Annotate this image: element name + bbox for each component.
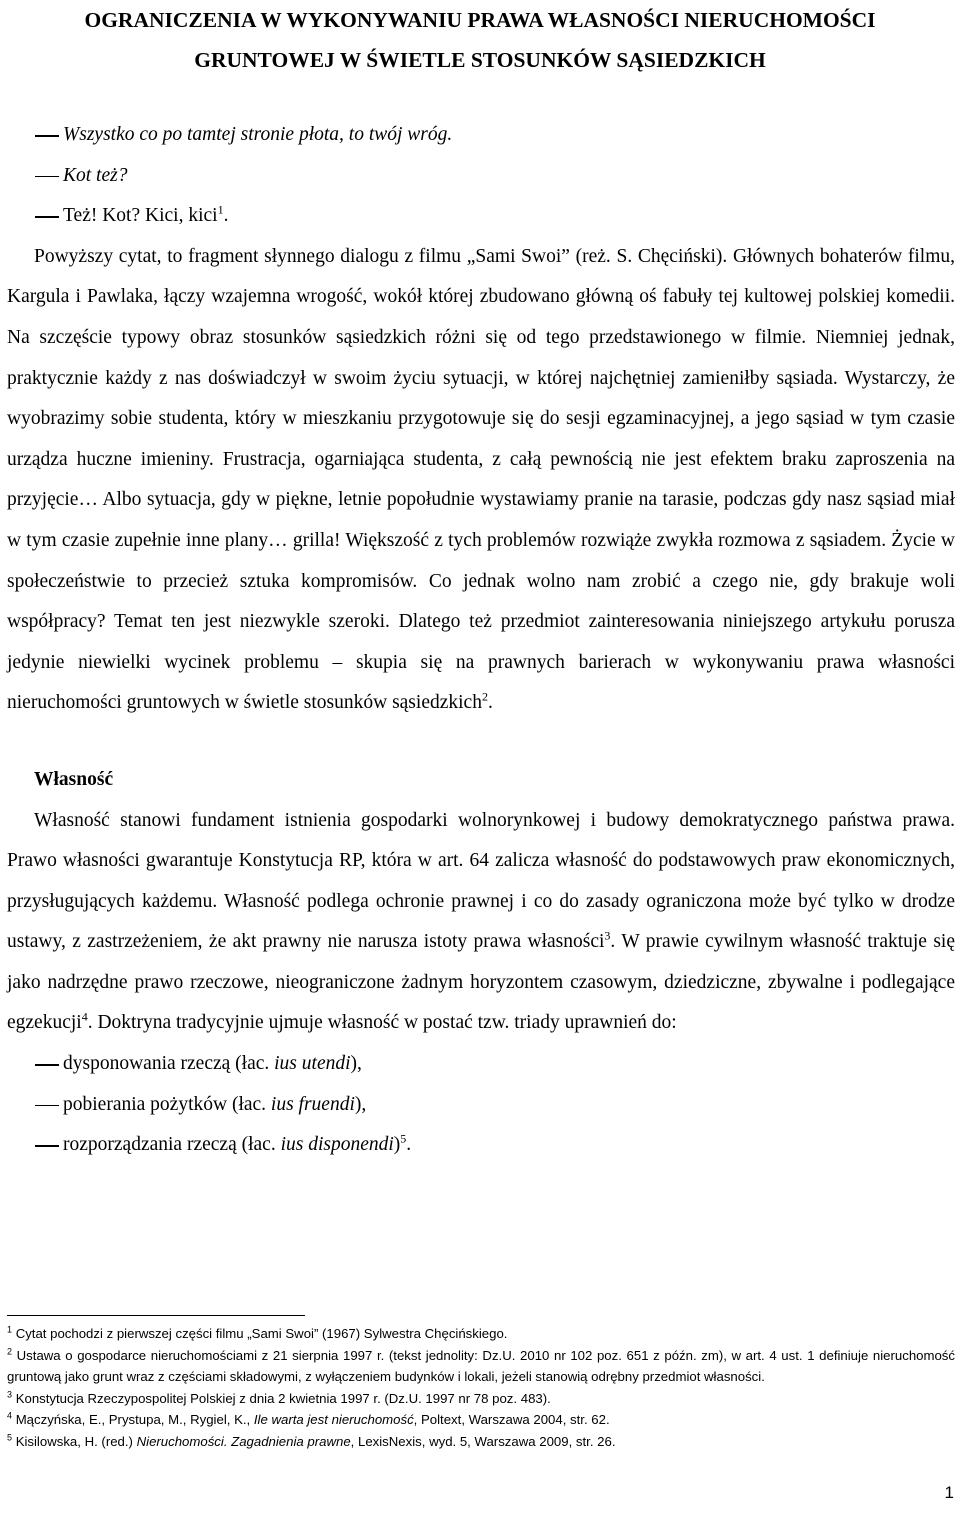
spacer bbox=[7, 724, 955, 760]
page-number: 1 bbox=[944, 1483, 954, 1502]
footnote-ref[interactable]: 3 bbox=[604, 928, 611, 943]
section-heading: Własność bbox=[34, 768, 114, 790]
footnote: $^4$ Mączyńska, E., Prystupa, M., Rygiel, K., Ile warta jest nieruchomość, Poltext, Warszawa 2004, str. 62. bbox=[7, 1410, 610, 1427]
dialogue-line: Kot też? bbox=[7, 156, 955, 197]
triad-item: rozporządzania rzeczą (łac. ius disponendi)$^5$. bbox=[7, 1125, 955, 1166]
title-line-2: GRUNTOWEJ W ŚWIETLE STOSUNKÓW SĄSIEDZKICH bbox=[194, 48, 766, 72]
footnote: $^5$ Kisilowska, H. (red.) Nieruchomości. Zagadnienia prawne, LexisNexis, wyd. 5, Warszawa 2009, str. 26. bbox=[7, 1432, 616, 1449]
footnote-ref[interactable]: 5 bbox=[400, 1131, 407, 1146]
footnote: $^3$ Konstytucja Rzeczypospolitej Polskiej z dnia 2 kwietnia 1997 r. (Dz.U. 1997 nr 78 poz. 483). bbox=[7, 1389, 551, 1406]
section-paragraph: Własność stanowi fundament istnienia gospodarki wolnorynkowej i budowy demokratycznego państwa prawa. Prawo własności gwarantuje Konstytucja RP, która w art. 64 zalicza własność do podstawowych praw ekonomicznych, przysługujących każdemu. Własność podlega ochronie prawnej i co do zasady ograniczona może być tylko w drodze ustawy, z zastrzeżeniem, że akt prawny nie narusza istoty prawa własności$^3$. W prawie cywilnym własność traktuje się jako nadrzędne prawo rzeczowe, nieograniczone żadnym horyzontem czasowym, dziedziczne, zbywalne i podlegające egzekucji$^4$. Doktryna tradycyjnie ujmuje własność w postać tzw. triady uprawnień do: bbox=[7, 809, 955, 1034]
footnote-ref[interactable]: 1 bbox=[217, 202, 224, 217]
footnote-ref[interactable]: 4 bbox=[81, 1009, 88, 1024]
triad-item: pobierania pożytków (łac. ius fruendi), bbox=[7, 1085, 955, 1126]
footnote-separator bbox=[7, 1315, 305, 1316]
footnote: $^2$ Ustawa o gospodarce nieruchomościami z 21 sierpnia 1997 r. (tekst jednolity: Dz.U. 2010 nr 102 poz. 651 z późn. zm), w art. 4 ust. 1 definiuje nieruchomość gruntową jako grunt wraz z częściami składowymi, z wyłączeniem budynków i lokali, jeżeli stanowią odrębny przedmiot własności. bbox=[7, 1346, 955, 1384]
footnote-ref[interactable]: 2 bbox=[481, 689, 488, 704]
triad-item: dysponowania rzeczą (łac. ius utendi), bbox=[7, 1044, 955, 1085]
document-body bbox=[7, 115, 955, 1166]
dialogue-line: Też! Kot? Kici, kici$^1$. bbox=[7, 196, 955, 237]
footnote: $^1$ Cytat pochodzi z pierwszej części filmu „Sami Swoi” (1967) Sylwestra Chęcińskiego. bbox=[7, 1324, 508, 1341]
intro-paragraph: Powyższy cytat, to fragment słynnego dialogu z filmu „Sami Swoi” (reż. S. Chęciński). Głównych bohaterów filmu, Kargula i Pawlaka, łączy wzajemna wrogość, wokół której zbudowano główną oś fabuły tej kultowej polskiej komedii. Na szczęście typowy obraz stosunków sąsiedzkich różni się od tego przedstawionego w filmie. Niemniej jednak, praktycznie każdy z nas doświadczył w swoim życiu sytuacji, w której najchętniej zamieniłby sąsiada. Wystarczy, że wyobrazimy sobie studenta, który w mieszkaniu przygotowuje się do sesji egzaminacyjnej, a jego sąsiad w tym czasie urządza huczne imieniny. Frustracja, ogarniająca studenta, z całą pewnością nie jest efektem braku zaproszenia na przyjęcie… Albo sytuacja, gdy w piękne, letnie popołudnie wystawiamy pranie na tarasie, podczas gdy nasz sąsiad miał w tym czasie zupełnie inne plany… grilla! Większość z tych problemów rozwiąże zwykła rozmowa z sąsiadem. Życie w społeczeństwie to przecież sztuka kompromisów. Co jednak wolno nam zrobić a czego nie, gdy brakuje woli współpracy? Temat ten jest niezwykle szeroki. Dlatego też przedmiot zainteresowania niniejszego artykułu porusza jedynie niewielki wycinek problemu – skupia się na prawnych barierach w wykonywaniu prawa własności nieruchomości gruntowych w świetle stosunków sąsiedzkich$^2$. bbox=[7, 245, 955, 714]
title-line-1: OGRANICZENIA W WYKONYWANIU PRAWA WŁASNOŚCI NIERUCHOMOŚCI bbox=[84, 8, 876, 32]
document-title bbox=[10, 0, 950, 80]
footnotes bbox=[7, 1323, 955, 1452]
dialogue-line: Wszystko co po tamtej stronie płota, to twój wróg. bbox=[7, 115, 955, 156]
